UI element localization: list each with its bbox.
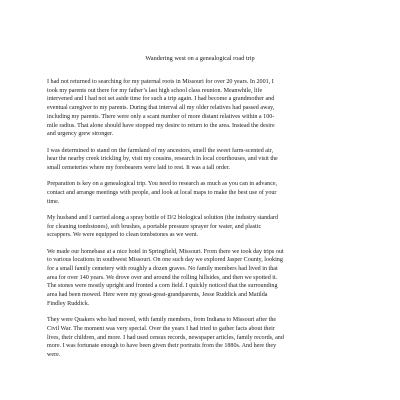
paragraph-line: scrappers. We were equipped to clean tombstones as we went. bbox=[47, 232, 199, 239]
paragraph-line: intervened and I had not set aside time for such a trip again. I had become a grandmother and bbox=[47, 96, 275, 103]
paragraph-line: hear the nearby creek trickling by, visit my cousins, research in local courthouses, and visit the bbox=[47, 156, 278, 163]
paragraph-line: Civil War. The moment was very special. Over the years I had tried to gather facts about their bbox=[47, 325, 275, 332]
paragraph-line: contact and arrange meetings with people, and look at local maps to make the best use of your bbox=[47, 189, 277, 196]
paragraph-line: for cleaning tombstones), soft brushes, a portable pressure sprayer for water, and plastic bbox=[47, 223, 262, 230]
document-body bbox=[47, 78, 369, 367]
paragraph-line: and urgency grew stronger. bbox=[47, 131, 114, 138]
paragraph-line: My husband and I carried along a spray bottle of D/2 biological solution (the industry standard bbox=[47, 214, 279, 221]
paragraph-line: Preparation is key on a genealogical trip. You need to research as much as you can in advance, bbox=[47, 181, 278, 188]
document-title: Wandering west on a genealogical road trip bbox=[145, 55, 255, 62]
paragraph-line: mile radius. That alone should have stopped my desire to return to the area. Instead the desire bbox=[47, 122, 275, 129]
paragraph-line: The stones were mostly upright and fronted a corn field. I quickly noticed that the surrounding bbox=[47, 283, 278, 290]
paragraph-line: for a small family cemetery with roughly a dozen graves. No family members had lived in that bbox=[47, 266, 278, 273]
paragraph-line: took my parents out there for my father’s last high school class reunion. Meanwhile, life bbox=[47, 87, 263, 94]
paragraph-line: to various locations in southwest Missouri. On one such day we explored Jasper County, looking bbox=[47, 257, 283, 264]
paragraph bbox=[47, 316, 369, 360]
paragraph-line: including my parents. There were only a scant number of more distant relatives within a 100- bbox=[47, 113, 275, 120]
paragraph-line: I was determined to stand on the farmland of my ancestors, smell the sweet farm-scented air, bbox=[47, 147, 273, 154]
paragraph-line: time. bbox=[47, 198, 60, 205]
paragraph-line: lives, their children, and more. I had used census records, newspaper articles, family records, and bbox=[47, 334, 284, 341]
paragraph bbox=[47, 147, 369, 173]
paragraph-line: We made our homebase at a nice hotel in Springfield, Missouri. From there we took day trips out bbox=[47, 248, 284, 255]
paragraph bbox=[47, 214, 369, 240]
paragraph-line: Findley Ruddick. bbox=[47, 300, 90, 307]
paragraph-line: small cemeteries where my forebearers were laid to rest. It was a tall order. bbox=[47, 164, 230, 171]
paragraph-line: were. bbox=[47, 351, 61, 358]
paragraph-line: area had been mowed. Here were my great-great-grandparents, Jesse Ruddick and Matilda bbox=[47, 292, 268, 299]
paragraph-line: I had not returned to searching for my paternal roots in Missouri for over 20 years. In 2001, I bbox=[47, 79, 274, 85]
paragraph-line: eventual caregiver to my parents. During that interval all my older relatives had passed away, bbox=[47, 105, 275, 112]
paragraph-line: area for over 140 years. We drove over and around the rolling hillsides, and then we spotted it. bbox=[47, 274, 278, 281]
paragraph bbox=[47, 180, 369, 206]
paragraph bbox=[47, 78, 369, 139]
paragraph-line: more. I was fortunate enough to have been given their portraits from the 1880s. And here they bbox=[47, 343, 277, 350]
paragraph bbox=[47, 248, 369, 309]
paragraph-line: They were Quakers who had moved, with family members, from Indiana to Missouri after the bbox=[47, 317, 277, 324]
